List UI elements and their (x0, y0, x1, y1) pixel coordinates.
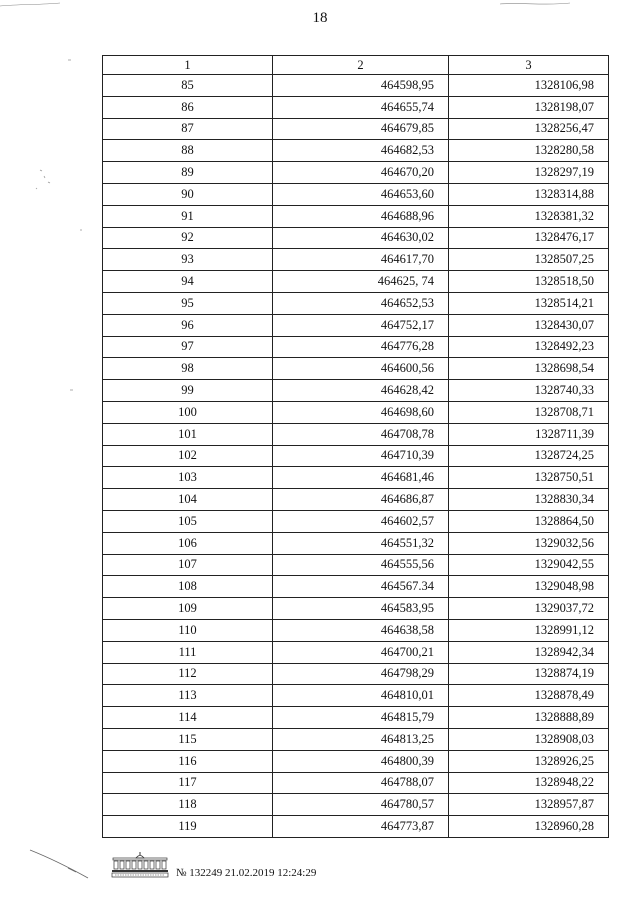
table-row (103, 336, 609, 358)
x-coordinate-cell: 464555,56 (273, 554, 449, 576)
point-number-cell: 118 (103, 794, 273, 816)
x-coordinate-cell: 464652,53 (273, 292, 449, 314)
y-coordinate-cell: 1328711,39 (449, 423, 609, 445)
table-row (103, 532, 609, 554)
x-coordinate-cell: 464810,01 (273, 685, 449, 707)
column-header-3: 3 (449, 56, 609, 75)
column-header-1: 1 (103, 56, 273, 75)
y-coordinate-cell: 1328492,23 (449, 336, 609, 358)
point-number-cell: 104 (103, 489, 273, 511)
x-coordinate-cell: 464798,29 (273, 663, 449, 685)
table-header (103, 56, 609, 75)
table-row (103, 380, 609, 402)
point-number-cell: 110 (103, 619, 273, 641)
table-row (103, 554, 609, 576)
point-number-cell: 105 (103, 510, 273, 532)
column-header-2: 2 (273, 56, 449, 75)
y-coordinate-cell: 1328198,07 (449, 96, 609, 118)
y-coordinate-cell: 1328507,25 (449, 249, 609, 271)
table-row (103, 619, 609, 641)
point-number-cell: 94 (103, 271, 273, 293)
point-number-cell: 95 (103, 292, 273, 314)
y-coordinate-cell: 1328750,51 (449, 467, 609, 489)
table-row (103, 598, 609, 620)
x-coordinate-cell: 464686,87 (273, 489, 449, 511)
x-coordinate-cell: 464679,85 (273, 118, 449, 140)
x-coordinate-cell: 464653,60 (273, 183, 449, 205)
x-coordinate-cell: 464638,58 (273, 619, 449, 641)
x-coordinate-cell: 464670,20 (273, 162, 449, 184)
table-row (103, 728, 609, 750)
table-row (103, 183, 609, 205)
table-row (103, 772, 609, 794)
x-coordinate-cell: 464800,39 (273, 750, 449, 772)
point-number-cell: 99 (103, 380, 273, 402)
x-coordinate-cell: 464625, 74 (273, 271, 449, 293)
point-number-cell: 86 (103, 96, 273, 118)
y-coordinate-cell: 1328724,25 (449, 445, 609, 467)
x-coordinate-cell: 464551,32 (273, 532, 449, 554)
y-coordinate-cell: 1328256,47 (449, 118, 609, 140)
point-number-cell: 102 (103, 445, 273, 467)
table-row (103, 292, 609, 314)
x-coordinate-cell: 464602,57 (273, 510, 449, 532)
table-row (103, 445, 609, 467)
y-coordinate-cell: 1328698,54 (449, 358, 609, 380)
point-number-cell: 87 (103, 118, 273, 140)
document-stamp: № 132249 21.02.2019 12:24:29 (176, 867, 317, 879)
table-row (103, 685, 609, 707)
x-coordinate-cell: 464776,28 (273, 336, 449, 358)
y-coordinate-cell: 1328381,32 (449, 205, 609, 227)
y-coordinate-cell: 1328314,88 (449, 183, 609, 205)
x-coordinate-cell: 464598,95 (273, 75, 449, 97)
point-number-cell: 96 (103, 314, 273, 336)
point-number-cell: 113 (103, 685, 273, 707)
x-coordinate-cell: 464681,46 (273, 467, 449, 489)
table-row (103, 576, 609, 598)
x-coordinate-cell: 464698,60 (273, 401, 449, 423)
point-number-cell: 108 (103, 576, 273, 598)
y-coordinate-cell: 1328518,50 (449, 271, 609, 293)
table-row (103, 816, 609, 838)
table-row (103, 467, 609, 489)
table-row (103, 75, 609, 97)
point-number-cell: 117 (103, 772, 273, 794)
table-row (103, 423, 609, 445)
table-row (103, 249, 609, 271)
building-emblem-icon (110, 852, 170, 878)
table-row (103, 140, 609, 162)
x-coordinate-cell: 464567.34 (273, 576, 449, 598)
x-coordinate-cell: 464688,96 (273, 205, 449, 227)
x-coordinate-cell: 464780,57 (273, 794, 449, 816)
point-number-cell: 100 (103, 401, 273, 423)
table-header-row (103, 56, 609, 75)
y-coordinate-cell: 1328514,21 (449, 292, 609, 314)
x-coordinate-cell: 464815,79 (273, 707, 449, 729)
y-coordinate-cell: 1328740,33 (449, 380, 609, 402)
point-number-cell: 107 (103, 554, 273, 576)
table-body (103, 75, 609, 838)
y-coordinate-cell: 1328874,19 (449, 663, 609, 685)
y-coordinate-cell: 1329032,56 (449, 532, 609, 554)
coordinates-table (102, 55, 609, 838)
point-number-cell: 106 (103, 532, 273, 554)
x-coordinate-cell: 464788,07 (273, 772, 449, 794)
point-number-cell: 116 (103, 750, 273, 772)
point-number-cell: 89 (103, 162, 273, 184)
point-number-cell: 97 (103, 336, 273, 358)
y-coordinate-cell: 1328297,19 (449, 162, 609, 184)
page-number: 18 (312, 10, 328, 26)
point-number-cell: 103 (103, 467, 273, 489)
point-number-cell: 93 (103, 249, 273, 271)
point-number-cell: 98 (103, 358, 273, 380)
x-coordinate-cell: 464655,74 (273, 96, 449, 118)
table-row (103, 358, 609, 380)
table-row (103, 510, 609, 532)
y-coordinate-cell: 1328960,28 (449, 816, 609, 838)
table-row (103, 707, 609, 729)
y-coordinate-cell: 1328106,98 (449, 75, 609, 97)
x-coordinate-cell: 464813,25 (273, 728, 449, 750)
y-coordinate-cell: 1328942,34 (449, 641, 609, 663)
y-coordinate-cell: 1328280,58 (449, 140, 609, 162)
table-row (103, 641, 609, 663)
table-row (103, 162, 609, 184)
point-number-cell: 88 (103, 140, 273, 162)
table-row (103, 794, 609, 816)
y-coordinate-cell: 1328864,50 (449, 510, 609, 532)
table-row (103, 271, 609, 293)
x-coordinate-cell: 464628,42 (273, 380, 449, 402)
table-row (103, 118, 609, 140)
table-row (103, 401, 609, 423)
y-coordinate-cell: 1328430,07 (449, 314, 609, 336)
table-row (103, 750, 609, 772)
table-row (103, 227, 609, 249)
y-coordinate-cell: 1328957,87 (449, 794, 609, 816)
y-coordinate-cell: 1329042,55 (449, 554, 609, 576)
point-number-cell: 85 (103, 75, 273, 97)
x-coordinate-cell: 464773,87 (273, 816, 449, 838)
y-coordinate-cell: 1328888,89 (449, 707, 609, 729)
y-coordinate-cell: 1328830,34 (449, 489, 609, 511)
table-row (103, 489, 609, 511)
y-coordinate-cell: 1329037,72 (449, 598, 609, 620)
point-number-cell: 111 (103, 641, 273, 663)
point-number-cell: 90 (103, 183, 273, 205)
point-number-cell: 109 (103, 598, 273, 620)
point-number-cell: 101 (103, 423, 273, 445)
y-coordinate-cell: 1328476,17 (449, 227, 609, 249)
table-row (103, 96, 609, 118)
point-number-cell: 92 (103, 227, 273, 249)
x-coordinate-cell: 464752,17 (273, 314, 449, 336)
table-row (103, 314, 609, 336)
x-coordinate-cell: 464708,78 (273, 423, 449, 445)
y-coordinate-cell: 1328926,25 (449, 750, 609, 772)
y-coordinate-cell: 1328708,71 (449, 401, 609, 423)
y-coordinate-cell: 1329048,98 (449, 576, 609, 598)
table-row (103, 663, 609, 685)
y-coordinate-cell: 1328908,03 (449, 728, 609, 750)
x-coordinate-cell: 464600,56 (273, 358, 449, 380)
point-number-cell: 115 (103, 728, 273, 750)
point-number-cell: 112 (103, 663, 273, 685)
y-coordinate-cell: 1328948,22 (449, 772, 609, 794)
x-coordinate-cell: 464700,21 (273, 641, 449, 663)
x-coordinate-cell: 464710,39 (273, 445, 449, 467)
x-coordinate-cell: 464630,02 (273, 227, 449, 249)
x-coordinate-cell: 464617,70 (273, 249, 449, 271)
x-coordinate-cell: 464682,53 (273, 140, 449, 162)
y-coordinate-cell: 1328878,49 (449, 685, 609, 707)
point-number-cell: 114 (103, 707, 273, 729)
table-row (103, 205, 609, 227)
x-coordinate-cell: 464583,95 (273, 598, 449, 620)
y-coordinate-cell: 1328991,12 (449, 619, 609, 641)
point-number-cell: 119 (103, 816, 273, 838)
point-number-cell: 91 (103, 205, 273, 227)
